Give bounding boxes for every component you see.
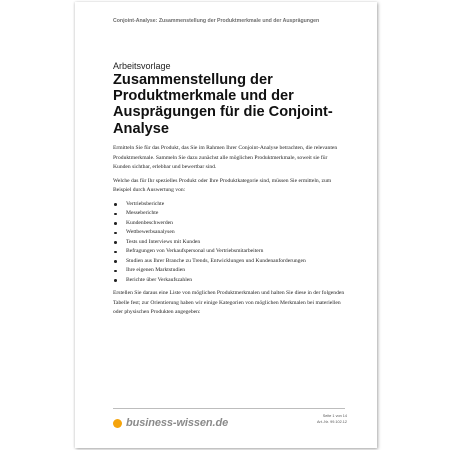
document-title: Zusammenstellung der Produktmerkmale und der Ausprägungen für die Conjoint-Analyse xyxy=(113,72,333,137)
list-item: Ihre eigenen Marktstudien xyxy=(113,266,345,276)
list-item: Messeberichte xyxy=(113,209,345,219)
running-header: Conjoint-Analyse: Zusammenstellung der Produktmerkmale und der Ausprägungen xyxy=(113,18,320,24)
list-item: Tests und Interviews mit Kunden xyxy=(113,238,345,248)
list-item: Vertriebsberichte xyxy=(113,200,345,210)
list-item: Kundenbeschwerden xyxy=(113,219,345,229)
intro-paragraph: Welche das für Ihr spezielles Produkt oder Ihre Produktkategorie sind, müssen Sie ermitteln, zum Beispiel durch Auswertung von: xyxy=(113,177,332,193)
intro-paragraph: Ermitteln Sie für das Produkt, das Sie im Rahmen Ihrer Conjoint-Analyse betrachten, die relevanten Produktmerkmale. Sammeln Sie dazu zunächst alle möglichen Produktmerkmale, soweit sie für Kunden sichtbar, erlebbar und bewertbar sind. xyxy=(113,145,338,170)
footer-meta xyxy=(317,413,347,425)
document-body xyxy=(113,144,345,322)
list-item: Studien aus Ihrer Branche zu Trends, Entwicklungen und Kundenanforderungen xyxy=(113,257,345,267)
business-wissen-logo xyxy=(113,416,228,430)
closing-paragraph: Erstellen Sie daraus eine Liste von möglichen Produktmerkmalen und halten Sie diese in der folgenden Tabelle fest; zur Orientierung haben wir einige Kategorien von möglichen Merkmalen bei materiellen oder physischen Produkten angegeben: xyxy=(113,290,345,315)
footer-divider xyxy=(113,408,345,409)
document-kicker: Arbeitsvorlage xyxy=(113,61,171,71)
source-list xyxy=(113,200,345,286)
list-item: Berichte über Verkaufszahlen xyxy=(113,276,345,286)
logo-text: business-wissen.de xyxy=(126,417,229,429)
logo-dot-icon xyxy=(113,419,122,428)
list-item: Wettbewerbsanalysen xyxy=(113,228,345,238)
page-number: Seite 1 von 14 xyxy=(322,414,347,418)
article-number: Art.-Nr. 99.102.12 xyxy=(317,420,347,424)
document-page xyxy=(75,2,377,448)
list-item: Befragungen von Verkaufspersonal und Vertriebsmitarbeitern xyxy=(113,247,345,257)
